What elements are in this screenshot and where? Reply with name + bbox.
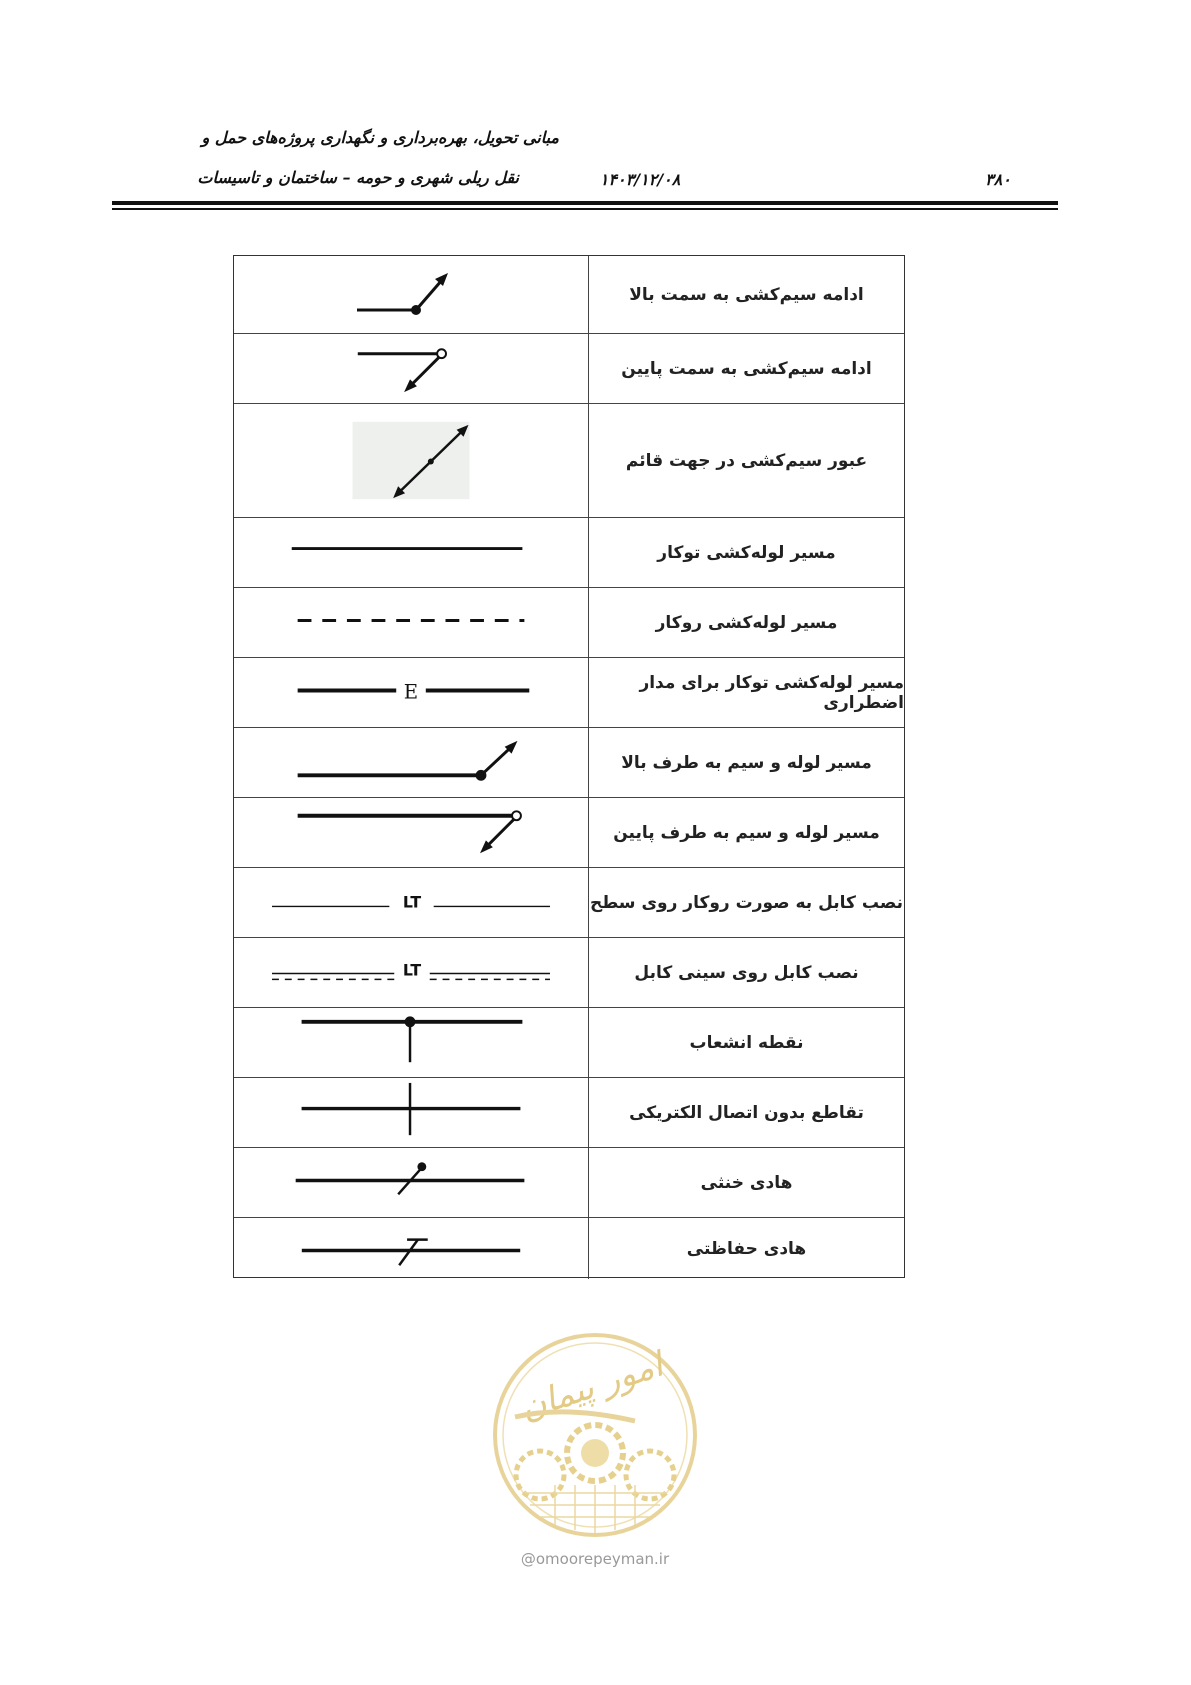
branch-point-icon	[234, 1008, 589, 1077]
table-row	[234, 1217, 904, 1279]
table-row	[234, 937, 904, 1007]
symbol-description: مسیر لوله‌کشی روکار	[655, 612, 838, 633]
document-title-line2: نقل ریلی شهری و حومه – ساختمان و تاسیسات	[197, 168, 519, 187]
symbol-description: هادی حفاظتی	[686, 1238, 807, 1259]
document-title-line1: مبانی تحویل، بهره‌برداری و نگهداری پروژه‌های حمل و	[201, 128, 559, 147]
symbol-cell	[234, 938, 589, 1007]
header-rule-thin	[112, 208, 1058, 210]
symbol-cell	[234, 1148, 589, 1217]
symbol-cell	[234, 1008, 589, 1077]
electrical-symbols-table	[233, 255, 905, 1278]
symbol-cell	[234, 334, 589, 403]
cable-tray-icon	[234, 938, 589, 1007]
crossing-no-connection-icon	[234, 1078, 589, 1147]
logo-text: امور پیمان	[515, 1344, 668, 1429]
wiring-down-icon	[234, 334, 589, 403]
symbol-description: مسیر لوله‌کشی توکار برای مدار اضطراری	[639, 672, 904, 713]
symbol-description: نصب کابل به صورت روکار روی سطح	[590, 892, 903, 913]
symbol-cell	[234, 658, 589, 727]
table-row	[234, 1077, 904, 1147]
table-row	[234, 657, 904, 727]
symbol-cell	[234, 256, 589, 333]
table-row	[234, 587, 904, 657]
symbol-description: تقاطع بدون اتصال الکتریکی	[629, 1102, 864, 1123]
neutral-conductor-icon	[234, 1148, 589, 1217]
symbol-cell	[234, 798, 589, 867]
symbol-cell	[234, 404, 589, 517]
symbol-description: ادامه سیم‌کشی به سمت بالا	[629, 284, 864, 305]
symbol-cell	[234, 1078, 589, 1147]
conduit-down-icon	[234, 798, 589, 867]
wiring-up-icon	[234, 256, 589, 333]
symbol-description: مسیر لوله‌کشی توکار	[657, 542, 836, 563]
document-date: ۱۴۰۳/۱۲/۰۸	[599, 170, 681, 189]
symbol-description: نصب کابل روی سینی کابل	[634, 962, 859, 983]
symbol-description: ادامه سیم‌کشی به سمت پایین	[621, 358, 872, 379]
table-row	[234, 517, 904, 587]
cable-label: LT	[402, 892, 422, 912]
symbol-description: نقطه انشعاب	[689, 1032, 804, 1053]
table-row	[234, 403, 904, 517]
page-number: ۳۸۰	[985, 170, 1011, 189]
protective-conductor-icon	[234, 1218, 589, 1279]
website-url: @omoorepeyman.ir	[520, 1550, 670, 1568]
symbol-description: هادی خنثی	[700, 1172, 793, 1193]
symbol-cell	[234, 868, 589, 937]
table-row	[234, 867, 904, 937]
table-row	[234, 1147, 904, 1217]
surface-conduit-icon	[234, 588, 589, 657]
symbol-cell	[234, 588, 589, 657]
symbol-description: عبور سیم‌کشی در جهت قائم	[625, 450, 868, 471]
surface-cable-icon	[234, 868, 589, 937]
table-row	[234, 797, 904, 867]
symbol-description: مسیر لوله و سیم به طرف پایین	[613, 822, 880, 843]
cable-label: LT	[402, 960, 422, 980]
header-rule-thick	[112, 201, 1058, 205]
emergency-conduit-icon	[234, 658, 589, 727]
conduit-up-icon	[234, 728, 589, 797]
table-row	[234, 333, 904, 403]
symbol-cell	[234, 1218, 589, 1279]
omoorepeyman-logo	[485, 1325, 705, 1545]
emergency-label: E	[403, 680, 419, 704]
symbol-cell	[234, 728, 589, 797]
table-row	[234, 1007, 904, 1077]
vertical-pass-icon	[234, 404, 589, 517]
symbol-cell	[234, 518, 589, 587]
table-row	[234, 727, 904, 797]
table-row	[234, 256, 904, 333]
symbol-description: مسیر لوله و سیم به طرف بالا	[621, 752, 872, 773]
concealed-conduit-icon	[234, 518, 589, 587]
